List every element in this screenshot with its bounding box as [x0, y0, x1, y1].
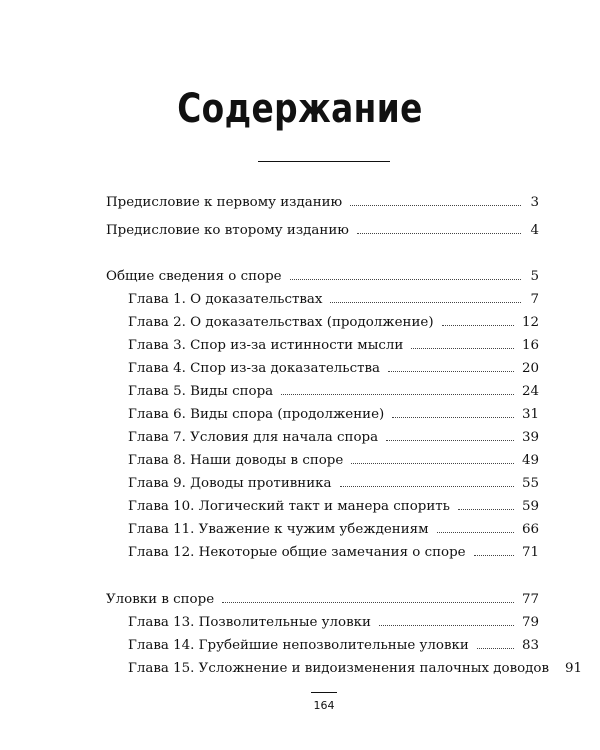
- toc-entry-page: 3: [530, 195, 539, 210]
- toc-entry-page: 91: [565, 661, 583, 676]
- footer-page-number: 164: [313, 699, 335, 712]
- toc-entry-page: 59: [521, 499, 539, 514]
- toc-leader-dots: [290, 279, 521, 280]
- toc-entry[interactable]: [128, 331, 539, 353]
- toc-entry[interactable]: [128, 423, 539, 445]
- toc-entry[interactable]: [106, 188, 539, 210]
- toc-leader-dots: [386, 440, 514, 441]
- toc-entry[interactable]: [128, 400, 539, 422]
- toc-entry-page: 31: [521, 407, 539, 422]
- toc-entry[interactable]: [128, 469, 539, 491]
- toc-entry-page: 12: [521, 315, 539, 330]
- toc-leader-dots: [340, 486, 514, 487]
- toc-entry[interactable]: [128, 492, 539, 514]
- toc-leader-dots: [474, 555, 514, 556]
- toc-entry-label: Глава 8. Наши доводы в споре: [128, 453, 344, 468]
- toc-leader-dots: [437, 532, 514, 533]
- toc-entry-label: Глава 14. Грубейшие непозволительные уловки: [128, 638, 469, 653]
- page-title: Содержание: [177, 86, 423, 132]
- toc-entry-label: Уловки в споре: [106, 592, 215, 607]
- toc-entry[interactable]: [128, 631, 539, 653]
- toc-leader-dots: [357, 233, 521, 234]
- toc-entry[interactable]: [128, 285, 539, 307]
- toc-entry-label: Глава 5. Виды спора: [128, 384, 274, 399]
- toc-leader-dots: [392, 417, 514, 418]
- toc-entry-label: Общие сведения о споре: [106, 269, 282, 284]
- toc-leader-dots: [330, 302, 521, 303]
- toc-leader-dots: [388, 371, 514, 372]
- toc-entry[interactable]: [106, 262, 539, 284]
- toc-entry-page: 20: [521, 361, 539, 376]
- toc-leader-dots: [379, 625, 514, 626]
- toc-entry-page: 55: [521, 476, 539, 491]
- toc-entry[interactable]: [128, 377, 539, 399]
- toc-entry-label: Глава 2. О доказательствах (продолжение): [128, 315, 434, 330]
- toc-entry-page: 49: [521, 453, 539, 468]
- toc-entry-label: Глава 11. Уважение к чужим убеждениям: [128, 522, 429, 537]
- toc-entry-label: Глава 9. Доводы противника: [128, 476, 332, 491]
- toc-entry-page: 16: [521, 338, 539, 353]
- toc-entry-page: 7: [530, 292, 539, 307]
- toc-entry-page: 66: [521, 522, 539, 537]
- toc-entry[interactable]: [128, 515, 539, 537]
- toc-entry[interactable]: [128, 654, 583, 676]
- toc-entry-page: 71: [521, 545, 539, 560]
- toc-entry-page: 5: [530, 269, 539, 284]
- toc-entry-label: Глава 13. Позволительные уловки: [128, 615, 371, 630]
- toc-entry-label: Глава 10. Логический такт и манера спорить: [128, 499, 450, 514]
- toc-entry[interactable]: [106, 216, 539, 238]
- toc-leader-dots: [411, 348, 514, 349]
- toc-leader-dots: [281, 394, 514, 395]
- toc-entry-page: 79: [521, 615, 539, 630]
- toc-entry-page: 24: [521, 384, 539, 399]
- toc-entry-label: Глава 7. Условия для начала спора: [128, 430, 379, 445]
- toc-entry-label: Глава 12. Некоторые общие замечания о споре: [128, 545, 466, 560]
- toc-leader-dots: [477, 648, 514, 649]
- toc-leader-dots: [350, 205, 521, 206]
- footer-rule: [311, 692, 337, 693]
- toc-entry-page: 4: [530, 223, 539, 238]
- toc-entry-label: Глава 3. Спор из-за истинности мысли: [128, 338, 404, 353]
- title-rule: [258, 161, 390, 162]
- toc-entry-page: 83: [521, 638, 539, 653]
- toc-leader-dots: [442, 325, 514, 326]
- toc-entry-label: Предисловие к первому изданию: [106, 195, 343, 210]
- toc-leader-dots: [458, 509, 514, 510]
- toc-entry-label: Глава 15. Усложнение и видоизменения палочных доводов: [128, 661, 550, 676]
- toc-entry[interactable]: [106, 585, 539, 607]
- toc-entry[interactable]: [128, 608, 539, 630]
- toc-entry[interactable]: [128, 538, 539, 560]
- toc-entry-label: Глава 4. Спор из-за доказательства: [128, 361, 381, 376]
- toc-entry-label: Глава 6. Виды спора (продолжение): [128, 407, 385, 422]
- toc-entry-page: 77: [521, 592, 539, 607]
- toc-entry-label: Глава 1. О доказательствах: [128, 292, 323, 307]
- toc-entry[interactable]: [128, 308, 539, 330]
- toc-entry-page: 39: [521, 430, 539, 445]
- toc-entry[interactable]: [128, 354, 539, 376]
- toc-entry[interactable]: [128, 446, 539, 468]
- toc-leader-dots: [351, 463, 514, 464]
- toc-leader-dots: [222, 602, 514, 603]
- toc-entry-label: Предисловие ко второму изданию: [106, 223, 349, 238]
